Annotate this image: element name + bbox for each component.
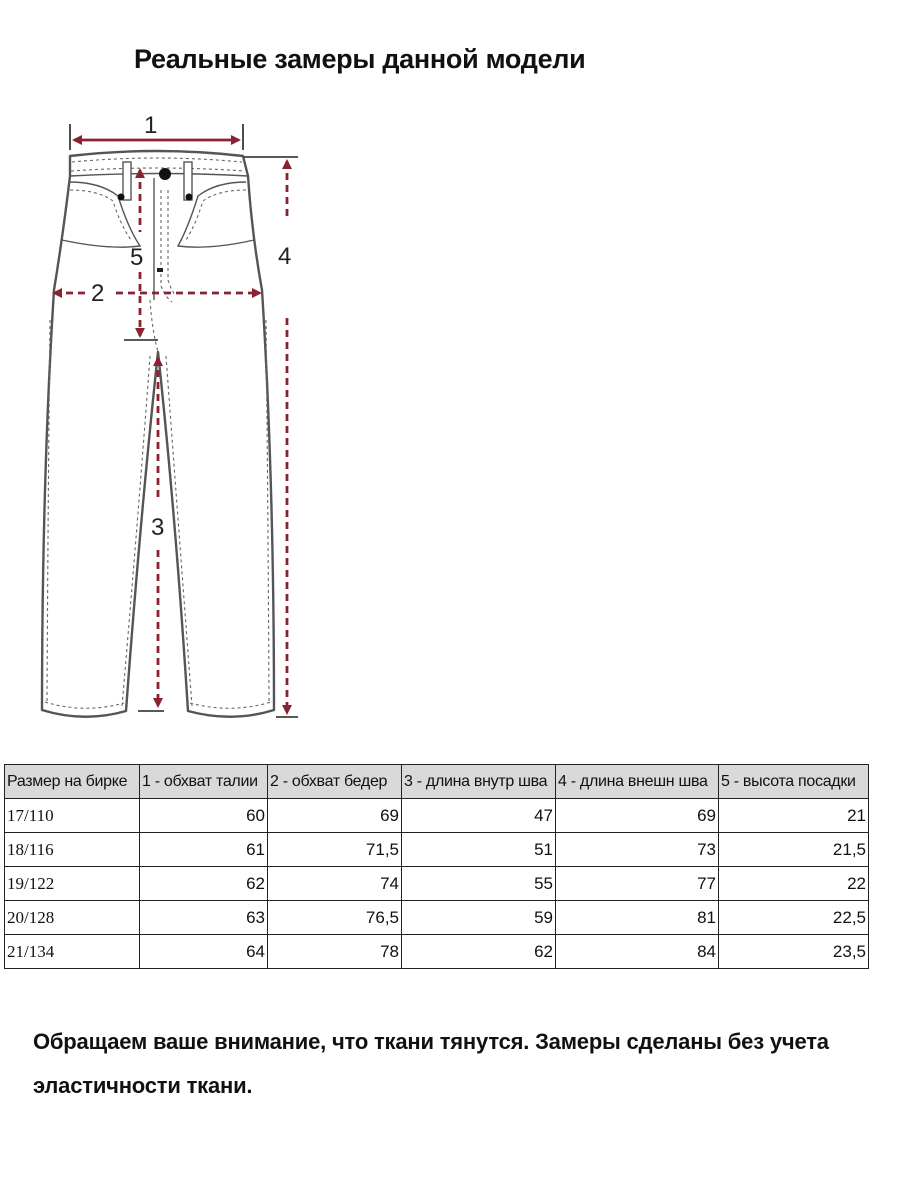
table-cell: 51	[402, 833, 556, 867]
table-cell: 22	[719, 867, 869, 901]
table-cell: 69	[556, 799, 719, 833]
table-row	[5, 799, 869, 833]
table-cell: 21	[719, 799, 869, 833]
table-cell-size: 18/116	[5, 833, 140, 867]
table-cell-size: 21/134	[5, 935, 140, 969]
dimension-label-3: 3	[151, 514, 165, 541]
column-header: 4 - длина внешн шва	[556, 765, 719, 799]
table-header-row	[5, 765, 869, 799]
table-cell-size: 20/128	[5, 901, 140, 935]
table-cell: 81	[556, 901, 719, 935]
dimension-label-1: 1	[144, 112, 158, 139]
table-cell: 23,5	[719, 935, 869, 969]
column-header: 3 - длина внутр шва	[402, 765, 556, 799]
table-cell: 62	[402, 935, 556, 969]
pants-measurement-diagram	[0, 100, 330, 730]
size-table	[4, 764, 869, 969]
rivet-icon	[118, 194, 125, 201]
table-cell: 61	[140, 833, 268, 867]
dimension-label-4: 4	[278, 243, 292, 270]
zipper-icon	[157, 268, 163, 272]
table-cell: 47	[402, 799, 556, 833]
table-row	[5, 833, 869, 867]
table-cell-size: 19/122	[5, 867, 140, 901]
table-cell: 73	[556, 833, 719, 867]
dimension-label-5: 5	[130, 244, 144, 271]
dimension-1-waist	[70, 112, 243, 150]
button-icon	[159, 168, 171, 180]
fabric-stretch-note: Обращаем ваше внимание, что ткани тянутся. Замеры сделаны без учета эластичности ткани.	[33, 1029, 829, 1098]
table-row	[5, 901, 869, 935]
table-cell: 60	[140, 799, 268, 833]
table-cell: 63	[140, 901, 268, 935]
table-cell: 59	[402, 901, 556, 935]
table-cell: 71,5	[268, 833, 402, 867]
table-cell: 64	[140, 935, 268, 969]
table-cell: 69	[268, 799, 402, 833]
column-header: Размер на бирке	[5, 765, 140, 799]
table-row	[5, 935, 869, 969]
rivet-icon	[186, 194, 193, 201]
dimension-label-2: 2	[91, 280, 105, 307]
table-cell: 77	[556, 867, 719, 901]
page-title: Реальные замеры данной модели	[134, 44, 586, 74]
column-header: 2 - обхват бедер	[268, 765, 402, 799]
table-cell-size: 17/110	[5, 799, 140, 833]
table-row	[5, 867, 869, 901]
table-cell: 74	[268, 867, 402, 901]
column-header: 1 - обхват талии	[140, 765, 268, 799]
table-cell: 76,5	[268, 901, 402, 935]
column-header: 5 - высота посадки	[719, 765, 869, 799]
table-cell: 22,5	[719, 901, 869, 935]
table-cell: 84	[556, 935, 719, 969]
table-cell: 78	[268, 935, 402, 969]
table-cell: 21,5	[719, 833, 869, 867]
table-cell: 55	[402, 867, 556, 901]
table-cell: 62	[140, 867, 268, 901]
